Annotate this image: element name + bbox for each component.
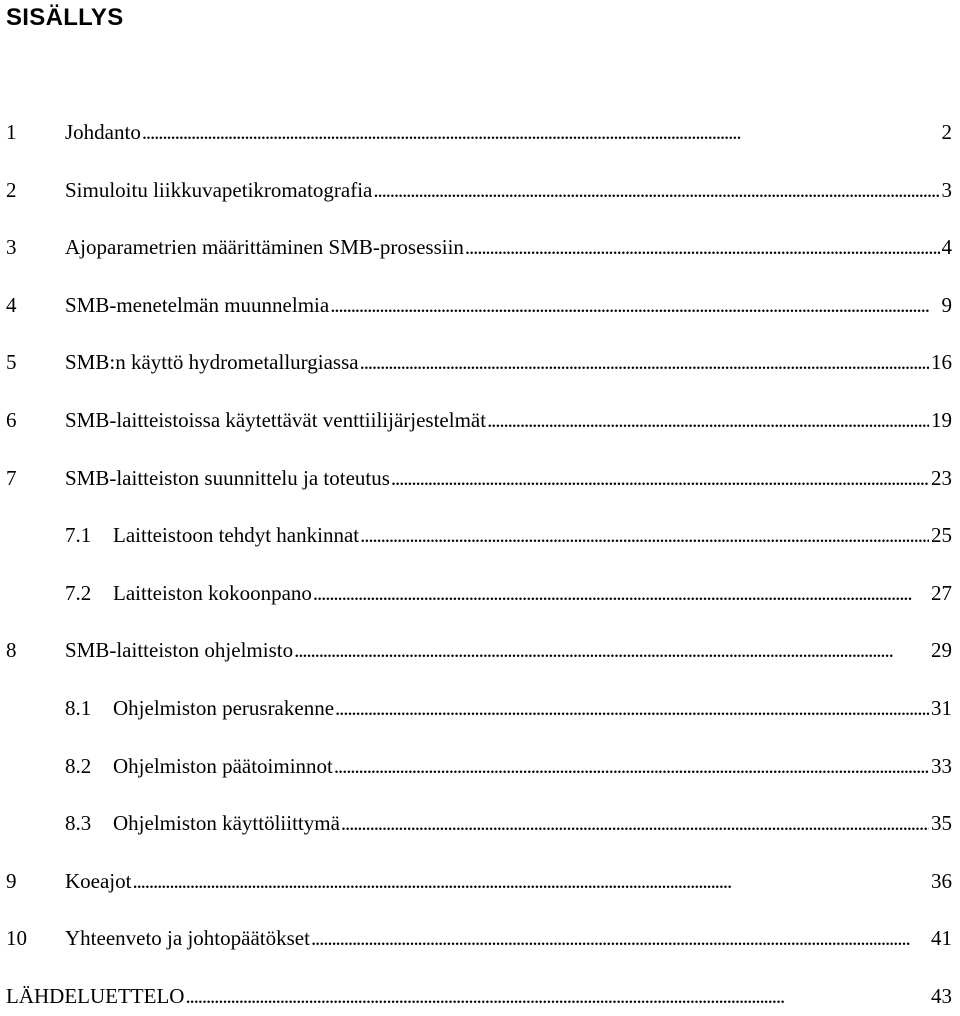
dot-leader	[313, 578, 929, 608]
toc-entry-title: Yhteenveto ja johtopäätökset	[65, 926, 310, 950]
toc-entry-number: 1	[6, 120, 17, 144]
toc-entry-line	[65, 405, 952, 435]
toc-entry-page-number: 4	[941, 235, 952, 259]
toc-entry-page-number: 3	[941, 178, 952, 202]
toc-entry[interactable]	[0, 808, 960, 838]
toc-entry-number: 8.3	[65, 811, 92, 835]
toc-entry[interactable]	[0, 866, 960, 896]
toc-entry-number: 2	[6, 178, 17, 202]
toc-entry-line	[113, 751, 952, 781]
dot-leader	[360, 347, 929, 377]
dot-leader	[373, 175, 939, 205]
dot-leader	[132, 866, 929, 896]
toc-entry-page-number: 29	[931, 638, 952, 662]
toc-entry-line	[65, 866, 952, 896]
dot-leader	[335, 693, 929, 723]
toc-entry-page-number: 9	[941, 293, 952, 317]
toc-entry-number: 6	[6, 408, 17, 432]
toc-entry[interactable]	[0, 232, 960, 262]
dot-leader	[360, 520, 929, 550]
toc-entry-page-number: 33	[931, 754, 952, 778]
toc-entry[interactable]	[0, 751, 960, 781]
toc-entry-number: 9	[6, 869, 17, 893]
toc-entry-line	[65, 290, 952, 320]
toc-entry-line	[65, 347, 952, 377]
toc-entry[interactable]	[0, 405, 960, 435]
toc-entry-title: Laitteistoon tehdyt hankinnat	[113, 523, 360, 547]
toc-entry-line	[65, 923, 952, 953]
dot-leader	[334, 751, 929, 781]
toc-entry-number: 7.1	[65, 523, 92, 547]
toc-entry-page-number: 41	[931, 926, 952, 950]
dot-leader	[142, 117, 940, 147]
dot-leader	[487, 405, 929, 435]
toc-entry-number: 8.2	[65, 754, 92, 778]
toc-entry-number: 3	[6, 235, 17, 259]
toc-entry-number: 10	[6, 926, 27, 950]
dot-leader	[311, 923, 929, 953]
dot-leader	[391, 463, 929, 493]
dot-leader	[465, 232, 940, 262]
toc-entry[interactable]	[0, 578, 960, 608]
toc-entry-title: Ohjelmiston päätoiminnot	[113, 754, 333, 778]
toc-entry-page-number: 25	[931, 523, 952, 547]
toc-entry-title: SMB-laitteiston ohjelmisto	[65, 638, 294, 662]
toc-entry-number: 8.1	[65, 696, 92, 720]
toc-entry-line	[65, 117, 952, 147]
toc-entry-title: Simuloitu liikkuvapetikromatografia	[65, 178, 373, 202]
toc-entry-page-number: 31	[931, 696, 952, 720]
toc-entry[interactable]	[0, 981, 960, 1011]
toc-entry[interactable]	[0, 463, 960, 493]
toc-entry[interactable]	[0, 347, 960, 377]
toc-entry-title: SMB:n käyttö hydrometallurgiassa	[65, 350, 359, 374]
toc-entry-title: SMB-menetelmän muunnelmia	[65, 293, 330, 317]
toc-entry-title: Ohjelmiston perusrakenne	[113, 696, 335, 720]
toc-entry[interactable]	[0, 693, 960, 723]
toc-entry-title: Ohjelmiston käyttöliittymä	[113, 811, 340, 835]
toc-entry[interactable]	[0, 175, 960, 205]
toc-entry-title: LÄHDELUETTELO	[6, 984, 185, 1008]
toc-entry-line	[65, 463, 952, 493]
dot-leader	[330, 290, 939, 320]
toc-entry-title: Koeajot	[65, 869, 132, 893]
toc-entry-page-number: 16	[931, 350, 952, 374]
toc-entry[interactable]	[0, 635, 960, 665]
toc-entry-page-number: 23	[931, 466, 952, 490]
toc-entry-line	[113, 520, 952, 550]
toc-entry-page-number: 36	[931, 869, 952, 893]
dot-leader	[185, 981, 929, 1011]
toc-entry[interactable]	[0, 290, 960, 320]
page-title: SISÄLLYS	[6, 4, 124, 31]
toc-entry-line	[65, 635, 952, 665]
toc-entry-line	[65, 232, 952, 262]
toc-entry-number: 7	[6, 466, 17, 490]
toc-entry[interactable]	[0, 117, 960, 147]
toc-entry-page-number: 19	[931, 408, 952, 432]
toc-entry[interactable]	[0, 923, 960, 953]
toc-entry-line	[65, 175, 952, 205]
toc-entry-title: SMB-laitteiston suunnittelu ja toteutus	[65, 466, 390, 490]
toc-entry-line	[6, 981, 952, 1011]
toc-entry-number: 4	[6, 293, 17, 317]
dot-leader	[294, 635, 929, 665]
toc-entry-title: SMB-laitteistoissa käytettävät venttiilijärjestelmät	[65, 408, 487, 432]
dot-leader	[341, 808, 929, 838]
toc-entry-title: Laitteiston kokoonpano	[113, 581, 312, 605]
toc-entry-page-number: 27	[931, 581, 952, 605]
toc-entry-title: Ajoparametrien määrittäminen SMB-prosessiin	[65, 235, 464, 259]
toc-entry-title: Johdanto	[65, 120, 141, 144]
toc-entry-page-number: 43	[931, 984, 952, 1008]
toc-entry[interactable]	[0, 520, 960, 550]
toc-entry-line	[113, 808, 952, 838]
toc-entry-line	[113, 693, 952, 723]
toc-entry-line	[113, 578, 952, 608]
toc-entry-number: 7.2	[65, 581, 92, 605]
toc-entry-page-number: 2	[941, 120, 952, 144]
toc-entry-number: 8	[6, 638, 17, 662]
toc-entry-page-number: 35	[931, 811, 952, 835]
toc-entry-number: 5	[6, 350, 17, 374]
